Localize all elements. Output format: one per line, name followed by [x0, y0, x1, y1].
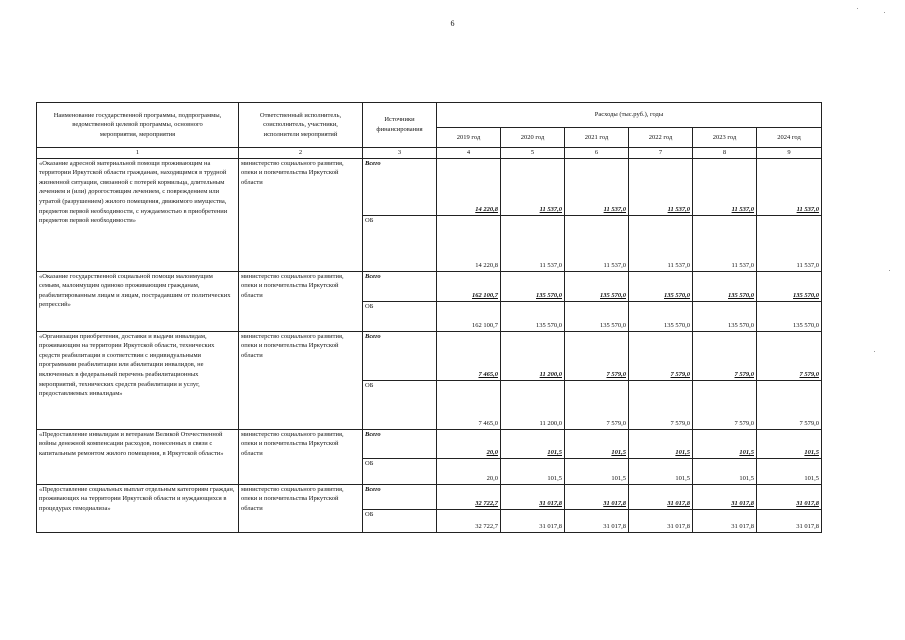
total-value: 101,5 [629, 429, 693, 458]
ob-value: 31 017,8 [565, 509, 629, 532]
header-year: 2022 год [629, 128, 693, 148]
measure-executor: министерство социального развития, опеки и попечительства Иркутской области [239, 158, 363, 271]
ob-value: 135 570,0 [629, 301, 693, 331]
total-value: 7 579,0 [693, 331, 757, 380]
header-sources: Источники финансирования [363, 103, 437, 148]
page-number: 6 [450, 19, 455, 28]
total-value: 31 017,8 [693, 484, 757, 509]
ob-value: 11 537,0 [693, 215, 757, 271]
total-value: 11 537,0 [565, 158, 629, 215]
scan-speck [857, 8, 858, 9]
header-name: Наименование государственной программы, подпрограммы, ведомственной целевой программы, основного мероприятия, мероприятия [37, 103, 239, 148]
col-number: 7 [629, 148, 693, 159]
total-value: 135 570,0 [565, 271, 629, 301]
total-value: 7 579,0 [565, 331, 629, 380]
ob-value: 135 570,0 [693, 301, 757, 331]
measure-executor: министерство социального развития, опеки и попечительства Иркутской области [239, 331, 363, 429]
ob-value: 135 570,0 [501, 301, 565, 331]
total-value: 31 017,8 [629, 484, 693, 509]
ob-value: 162 100,7 [437, 301, 501, 331]
ob-value: 11 537,0 [501, 215, 565, 271]
table-row [37, 429, 822, 458]
source-total-label: Всего [363, 331, 437, 380]
source-total-label: Всего [363, 271, 437, 301]
ob-value: 32 722,7 [437, 509, 501, 532]
source-ob-label: ОБ [363, 509, 437, 532]
ob-value: 101,5 [565, 458, 629, 484]
measure-name: «Оказание государственной социальной помощи малоимущим семьям, малоимущим одиноко проживающим гражданам, реабилитированным лицам и лицам, пострадавшим от политических репрессий» [37, 271, 239, 331]
header-expenses: Расходы (тыс.руб.), годы [437, 103, 822, 128]
ob-value: 31 017,8 [693, 509, 757, 532]
header-executor: Ответственный исполнитель, соисполнитель, участники, исполнители мероприятий [239, 103, 363, 148]
ob-value: 135 570,0 [565, 301, 629, 331]
ob-value: 11 537,0 [565, 215, 629, 271]
source-total-label: Всего [363, 484, 437, 509]
col-number: 6 [565, 148, 629, 159]
source-ob-label: ОБ [363, 215, 437, 271]
source-ob-label: ОБ [363, 301, 437, 331]
measure-executor: министерство социального развития, опеки и попечительства Иркутской области [239, 429, 363, 484]
header-year: 2023 год [693, 128, 757, 148]
scan-speck [889, 270, 890, 271]
total-value: 31 017,8 [565, 484, 629, 509]
ob-value: 11 537,0 [757, 215, 822, 271]
total-value: 20,0 [437, 429, 501, 458]
total-value: 101,5 [757, 429, 822, 458]
ob-value: 7 579,0 [757, 380, 822, 429]
source-ob-label: ОБ [363, 380, 437, 429]
ob-value: 31 017,8 [501, 509, 565, 532]
header-year: 2021 год [565, 128, 629, 148]
total-value: 7 579,0 [629, 331, 693, 380]
header-year: 2024 год [757, 128, 822, 148]
total-value: 11 537,0 [629, 158, 693, 215]
ob-value: 31 017,8 [629, 509, 693, 532]
header-year: 2019 год [437, 128, 501, 148]
table-row [37, 271, 822, 301]
col-number: 8 [693, 148, 757, 159]
ob-value: 101,5 [629, 458, 693, 484]
total-value: 101,5 [565, 429, 629, 458]
ob-value: 135 570,0 [757, 301, 822, 331]
table-row [37, 158, 822, 215]
ob-value: 20,0 [437, 458, 501, 484]
total-value: 162 100,7 [437, 271, 501, 301]
total-value: 101,5 [501, 429, 565, 458]
col-number: 1 [37, 148, 239, 159]
ob-value: 101,5 [757, 458, 822, 484]
total-value: 7 579,0 [757, 331, 822, 380]
col-number: 3 [363, 148, 437, 159]
ob-value: 11 537,0 [629, 215, 693, 271]
total-value: 7 465,0 [437, 331, 501, 380]
col-number: 4 [437, 148, 501, 159]
total-value: 31 017,8 [501, 484, 565, 509]
ob-value: 7 579,0 [629, 380, 693, 429]
source-total-label: Всего [363, 158, 437, 215]
total-value: 135 570,0 [757, 271, 822, 301]
total-value: 32 722,7 [437, 484, 501, 509]
ob-value: 101,5 [693, 458, 757, 484]
col-number: 5 [501, 148, 565, 159]
total-value: 11 537,0 [757, 158, 822, 215]
measure-name: «Предоставление инвалидам и ветеранам Великой Отечественной войны денежной компенсации расходов, понесенных в связи с капитальным ремонтом жилого помещения, в Иркутской области» [37, 429, 239, 484]
source-ob-label: ОБ [363, 458, 437, 484]
col-number: 2 [239, 148, 363, 159]
col-number: 9 [757, 148, 822, 159]
total-value: 101,5 [693, 429, 757, 458]
scan-speck [874, 351, 875, 352]
ob-value: 101,5 [501, 458, 565, 484]
ob-value: 7 579,0 [693, 380, 757, 429]
ob-value: 11 200,0 [501, 380, 565, 429]
total-value: 11 200,0 [501, 331, 565, 380]
table-row [37, 331, 822, 380]
total-value: 14 220,8 [437, 158, 501, 215]
measure-name: «Предоставление социальных выплат отдельным категориям граждан, проживающих на территории Иркутской области и нуждающихся в процедурах гемодиализа» [37, 484, 239, 532]
ob-value: 31 017,8 [757, 509, 822, 532]
scan-speck [884, 12, 885, 13]
ob-value: 7 579,0 [565, 380, 629, 429]
measure-executor: министерство социального развития, опеки и попечительства Иркутской области [239, 484, 363, 532]
total-value: 11 537,0 [501, 158, 565, 215]
total-value: 135 570,0 [693, 271, 757, 301]
source-total-label: Всего [363, 429, 437, 458]
total-value: 135 570,0 [629, 271, 693, 301]
total-value: 31 017,8 [757, 484, 822, 509]
total-value: 135 570,0 [501, 271, 565, 301]
measure-name: «Оказание адресной материальной помощи проживающим на территории Иркутской области гражданам, находящимся в трудной жизненной ситуации, связанной с потерей кормильца, длительным лечением и (или) дорогостоящим лечением, с повреждением или утратой (разрушением) жилого помещения, движимого имущества, предметов первой необходимости, с нуждаемостью в приобретении предметов первой необходимости» [37, 158, 239, 271]
measure-name: «Организация приобретения, доставки и выдачи инвалидам, проживающим на территории Иркутской области, технических средств реабилитации в соответствии с индивидуальными программами реабилитации или абилитации инвалидов, не включенных в федеральный перечень реабилитационных мероприятий, технических средств реабилитации и услуг, предоставляемых инвалидам» [37, 331, 239, 429]
expenses-table [36, 102, 822, 533]
table-row [37, 484, 822, 509]
ob-value: 7 465,0 [437, 380, 501, 429]
header-year: 2020 год [501, 128, 565, 148]
measure-executor: министерство социального развития, опеки и попечительства Иркутской области [239, 271, 363, 331]
total-value: 11 537,0 [693, 158, 757, 215]
ob-value: 14 220,8 [437, 215, 501, 271]
